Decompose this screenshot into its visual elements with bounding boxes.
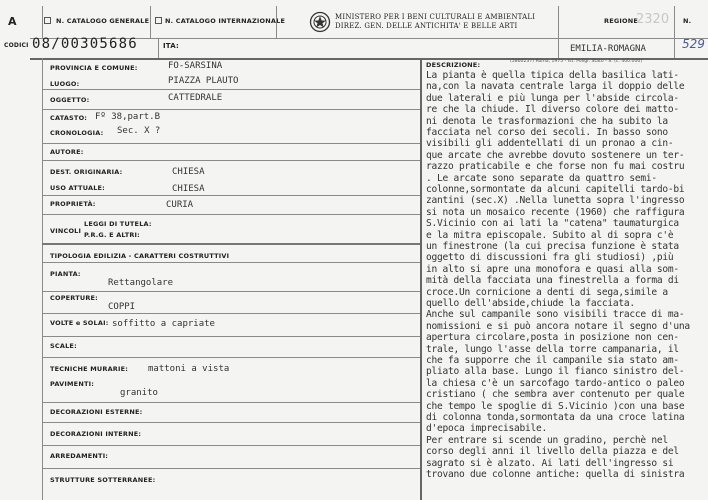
- description-line: nomissioni e si può ancora notare il segno d'una: [426, 320, 690, 332]
- coperture-label: COPERTURE:: [50, 294, 98, 302]
- divider: [42, 402, 420, 403]
- description-line: mità della facciata una finestrella a forma di: [426, 275, 679, 287]
- divider: [150, 6, 151, 38]
- strutture-label: STRUTTURE SOTTERRANEE:: [50, 476, 156, 484]
- coperture-value: COPPI: [108, 302, 136, 312]
- provincia-label: PROVINCIA E COMUNE:: [50, 64, 138, 72]
- catasto-value: Fº 38,part.B: [95, 112, 161, 122]
- regione-stamp: 2320: [636, 12, 670, 27]
- description-line: facciata nel corso dei secoli. In basso sono: [426, 127, 668, 138]
- description-line: . Le arcate sono separate da quattro semi-: [426, 172, 657, 184]
- description-line: colonne,sormontate da alcuni capitelli tardo-bi: [426, 184, 685, 195]
- cat-internazionale-label: N. CATALOGO INTERNAZIONALE: [165, 17, 286, 25]
- divider: [42, 468, 420, 469]
- dest-value: CHIESA: [172, 167, 205, 177]
- codici-value: 08/00305686: [32, 36, 138, 52]
- divider: [674, 6, 675, 38]
- description-line: che tempo le spoglie di S.Vicinio )con una base: [426, 400, 685, 412]
- description-line: corso degli anni il livello della piazza e del: [426, 446, 679, 458]
- ita-label: ITA:: [163, 42, 179, 50]
- oggetto-value: CATTEDRALE: [168, 93, 223, 103]
- description-line: ni denota le trasformazioni che ha subito la: [426, 115, 668, 127]
- decor-interne-label: DECORAZIONI INTERNE:: [50, 430, 142, 438]
- divider: [42, 422, 420, 423]
- arredamenti-label: ARREDAMENTI:: [50, 452, 109, 460]
- description-line: si nota un mosaico recente (1960) che raffigura: [426, 206, 685, 218]
- description-line: oggetto di discussioni fra gli studiosi) ,più: [426, 252, 674, 264]
- proprieta-value: CURIA: [166, 200, 194, 210]
- cat-generale-label: N. CATALOGO GENERALE: [56, 17, 150, 25]
- description-line: pliato alla base. Lungo il fianco sinistro del-: [426, 366, 685, 378]
- description-line: apertura circolare,posta in posizione non cen-: [426, 332, 679, 344]
- tecniche-value: mattoni a vista: [148, 364, 230, 374]
- uso-label: USO ATTUALE:: [50, 184, 105, 192]
- tipologia-label: TIPOLOGIA EDILIZIA - CARATTERI COSTRUTTIVI: [50, 252, 230, 260]
- divider: [42, 109, 420, 110]
- autore-label: AUTORE:: [50, 148, 84, 156]
- dest-label: DEST. ORIGINARIA:: [50, 168, 123, 176]
- n-label: N.: [683, 17, 692, 25]
- description-line: que arcate che avrebbe dovuto sostenere un ter-: [426, 149, 685, 161]
- description-line: un finestrone (la cui precisa funzione è stata: [426, 241, 679, 252]
- proprieta-label: PROPRIETÀ:: [50, 200, 96, 208]
- divider: [558, 6, 559, 38]
- cronologia-label: CRONOLOGIA:: [50, 129, 104, 137]
- leggi-label: LEGGI DI TUTELA:: [84, 220, 152, 228]
- prg-label: P.R.G. E ALTRI:: [84, 231, 140, 239]
- description-line: di colonna tonda,sormontata da una croce latina: [426, 412, 685, 423]
- description-line: Per entrare si scende un gradino, perchè nel: [426, 434, 668, 446]
- divider: [42, 89, 420, 90]
- section-letter: A: [8, 15, 17, 28]
- decor-esterne-label: DECORAZIONI ESTERNE:: [50, 408, 143, 416]
- cronologia-value: Sec. X ?: [117, 126, 161, 136]
- regione-label: REGIONE: [604, 17, 639, 25]
- divider: [42, 160, 420, 161]
- divider: [42, 262, 420, 263]
- description-line: quello dell'abside,chiude la facciata.: [426, 298, 635, 309]
- description-line: na,con la navata centrale larga il doppio delle: [426, 81, 685, 93]
- oggetto-label: OGGETTO:: [50, 96, 90, 104]
- description-line: croce.Un cornicione a denti di sega,simile a: [426, 286, 668, 298]
- pianta-label: PIANTA:: [50, 270, 81, 278]
- luogo-label: LUOGO:: [50, 80, 80, 88]
- pavimenti-label: PAVIMENTI:: [50, 380, 95, 388]
- description-line: che fa supporre che il campanile sia stato am-: [426, 355, 679, 366]
- description-line: S.Vicinio con ai lati la "catena" taumaturgica: [426, 218, 679, 230]
- description-line: cristiano ( che sembra aver contenuto per quale: [426, 389, 685, 401]
- description-line: in alto si apre una monofora e quasi alla som-: [426, 263, 679, 275]
- description-line: Anche sul campanile sono visibili tracce di ma-: [426, 309, 685, 321]
- divider: [42, 6, 43, 38]
- divider: [558, 38, 559, 58]
- catasto-label: CATASTO:: [50, 114, 88, 122]
- divider: [42, 445, 420, 446]
- codici-label: CODICI: [4, 42, 29, 49]
- divider: [42, 357, 420, 358]
- divider: [42, 243, 420, 245]
- description-line: d'epoca imprecisabile.: [426, 423, 547, 435]
- vincoli-label: VINCOLI: [50, 227, 82, 235]
- scale-label: SCALE:: [50, 342, 77, 350]
- divider: [42, 214, 420, 215]
- description-line: la chiesa c'è un sarcofago tardo-antico o paleo: [426, 377, 685, 389]
- provincia-value: FO-SARSINA: [168, 61, 223, 71]
- volte-label: VOLTE e SOLAI:: [50, 319, 109, 327]
- description-line: visibili gli addentellati di un pronao a cin-: [426, 138, 674, 150]
- divider: [42, 195, 420, 196]
- handwritten-number: 529: [682, 37, 705, 51]
- volte-value: soffitto a capriate: [112, 319, 215, 329]
- tecniche-label: TECNICHE MURARIE:: [50, 365, 129, 373]
- divider: [276, 6, 277, 38]
- description-line: due laterali e più lunga per l'abside circola-: [426, 92, 679, 104]
- divider: [42, 143, 420, 144]
- regione-value: EMILIA-ROMAGNA: [570, 44, 646, 54]
- description-line: La pianta è quella tipica della basilica lati-: [426, 70, 679, 81]
- description-line: trale, lungo l'asse della torre campanaria, il: [426, 343, 679, 355]
- divider: [42, 313, 420, 314]
- luogo-value: PIAZZA PLAUTO: [168, 76, 239, 86]
- description-line: trovano due colonne antiche: quella di sinistra: [426, 469, 685, 480]
- checkbox-square: [155, 17, 162, 24]
- divider: [42, 291, 420, 292]
- checkbox-square: [44, 17, 51, 24]
- divider: [42, 58, 43, 500]
- republic-emblem-icon: [309, 10, 331, 34]
- description-line: e la mitra episcopale. Subito al di sopra c'è: [426, 229, 674, 241]
- pavimenti-value: granito: [120, 388, 158, 398]
- divider: [42, 336, 420, 337]
- description-line: re che la chiude. Il diverso colore dei matto-: [426, 104, 679, 116]
- divider: [674, 38, 675, 58]
- divider: [420, 58, 422, 500]
- print-info: (5860237) Roma, 1975 - Ist. Poligr. Stato - S. (c. 400.000): [510, 59, 643, 64]
- ministry-line2: DIREZ. GEN. DELLE ANTICHITA' E BELLE ARTI: [335, 22, 518, 30]
- uso-value: CHIESA: [172, 184, 205, 194]
- description-line: razzo praticabile e che forse non fu mai costru: [426, 161, 685, 173]
- ministry-line1: MINISTERO PER I BENI CULTURALI E AMBIENTALI: [335, 13, 536, 21]
- description-line: sagrato si è alzato. Ai lati dell'ingresso si: [426, 457, 674, 469]
- descrizione-label: DESCRIZIONE:: [426, 61, 481, 69]
- divider: [158, 38, 159, 58]
- description-line: zantini (sec.X) .Nella lunetta sopra l'ingresso: [426, 195, 685, 207]
- pianta-value: Rettangolare: [108, 278, 174, 288]
